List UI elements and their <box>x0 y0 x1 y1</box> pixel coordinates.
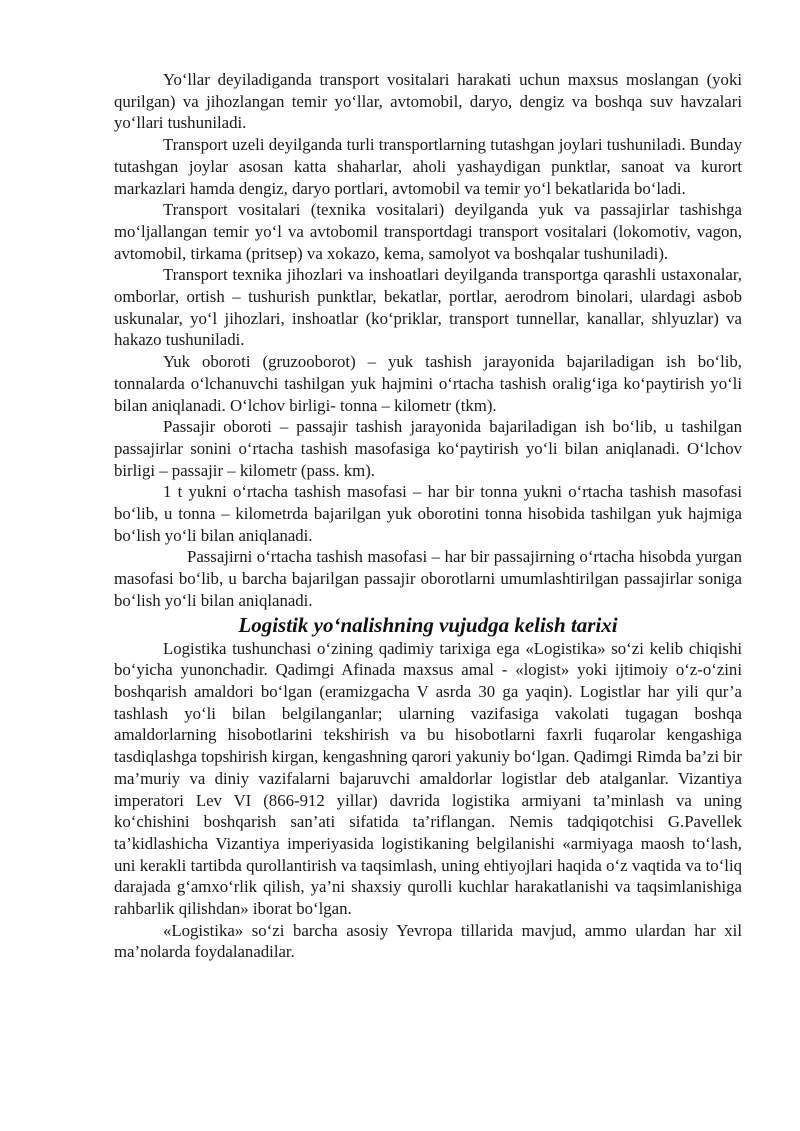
paragraph-transport-facilities: Transport texnika jihozlari va inshoatlari deyilganda transportga qarashli ustaxonalar, omborlar, ortish – tushurish punktlar, bekatlar, portlar, aerodrom binolari, ulardagi asbob uskunalar, yo‘l jihozlari, inshoatlar (ko‘priklar, transport tunnellar, kanallar, shlyuzlar) va hakazo tushuniladi. <box>114 265 742 350</box>
paragraph-passenger-turnover: Passajir oboroti – passajir tashish jarayonida bajariladigan ish bo‘lib, u tashilgan passajirlar sonini o‘rtacha tashish masofasiga ko‘paytirish yo‘li bilan aniqlanadi. O‘lchov birligi – passajir – kilometr (pass. km). <box>114 417 742 480</box>
section-heading: Logistik yo‘nalishning vujudga kelish tarixi <box>238 612 618 637</box>
document-page <box>114 69 742 963</box>
paragraph-cargo-turnover: Yuk oboroti (gruzooborot) – yuk tashish jarayonida bajariladigan ish bo‘lib, tonnalarda o‘lchanuvchi tashilgan yuk hajmini o‘rtacha tashish oralig‘iga ko‘paytirish yo‘li bilan aniqlanadi. O‘lchov birligi- tonna – kilometr (tkm). <box>114 352 742 415</box>
paragraph-average-cargo-distance: 1 t yukni o‘rtacha tashish masofasi – har bir tonna yukni o‘rtacha tashish masofasi bo‘lib, u tonna – kilometrda bajarilgan yuk oborotini tonna hisobida tashilgan yuk hajmiga bo‘lish yo‘li bilan aniqlanadi. <box>114 482 742 545</box>
paragraph-transport-hub: Transport uzeli deyilganda turli transportlarning tutashgan joylari tushuniladi. Bunday tutashgan joylar asosan katta shaharlar, aholi yashaydigan punktlar, sanoat va kurort markazlari hamda dengiz, daryo portlari, avtomobil va temir yo‘l bekatlarida bo‘ladi. <box>114 135 742 198</box>
paragraph-logistics-history: Logistika tushunchasi o‘zining qadimiy tarixiga ega «Logistika» so‘zi kelib chiqishi bo‘yicha yunonchadir. Qadimgi Afinada maxsus amal - «logist» yoki ijtimoiy o‘z-o‘zini boshqarish amaldori bo‘lgan (eramizgacha V asrda 30 ga yaqin). Logistlar har yili qur’a tashlash yo‘li bilan belgilanganlar; ularning vazifasiga vakolati tugagan boshqa amaldorlarning hisobotlarini tekshirish va bu hisobotlarni faxrli fuqarolar kengashiga tasdiqlashga topshirish kirgan, kengashning qarori yakuniy bo‘lgan. Qadimgi Rimda ba’zi bir ma’muriy va diniy vazifalarni bajaruvchi amaldorlar logistlar deb atalganlar. Vizantiya imperatori Lev VI (866-912 yillar) davrida logistika armiyani ta’minlash va uning ko‘chishini boshqarish san’ati sifatida ta’riflangan. Nemis tadqiqotchisi G.Pavellek ta’kidlashicha Vizantiya imperiyasida logistikaning belgilanishi «armiyaga maosh to‘lash, uni kerakli tartibda qurollantirish va taqsimlash, uning ehtiyojlari haqida o‘z vaqtida va to‘liq darajada g‘amxo‘rlik qilish, ya’ni shaxsiy qurolli kuchlar harakatlanishi va taqsimlanishiga rahbarlik qilishdan» iborat bo‘lgan. <box>114 638 742 919</box>
paragraph-roads: Yo‘llar deyiladiganda transport vositalari harakati uchun maxsus moslangan (yoki qurilgan) va jihozlangan temir yo‘llar, avtomobil, daryo, dengiz va boshqa suv havzalari yo‘llari tushuniladi. <box>114 70 742 133</box>
paragraph-transport-vehicles: Transport vositalari (texnika vositalari) deyilganda yuk va passajirlar tashishga mo‘ljallangan temir yo‘l va avtobomil transportdagi transport vositalari (lokomotiv, vagon, avtomobil, tirkama (pritsep) va xokazo, kema, samolyot va boshqalar tushuniladi). <box>114 200 742 263</box>
paragraph-logistics-languages: «Logistika» so‘zi barcha asosiy Yevropa tillarida mavjud, ammo ulardan har xil ma’nolarda foydalanadilar. <box>114 920 742 962</box>
paragraph-average-passenger-distance: Passajirni o‘rtacha tashish masofasi – har bir passajirning o‘rtacha hisobda yurgan masofasi bo‘lib, u barcha bajarilgan passajir oborotlarni umumlashtirilgan passajirlar soniga bo‘lish yo‘li bilan aniqlanadi. <box>114 547 742 610</box>
